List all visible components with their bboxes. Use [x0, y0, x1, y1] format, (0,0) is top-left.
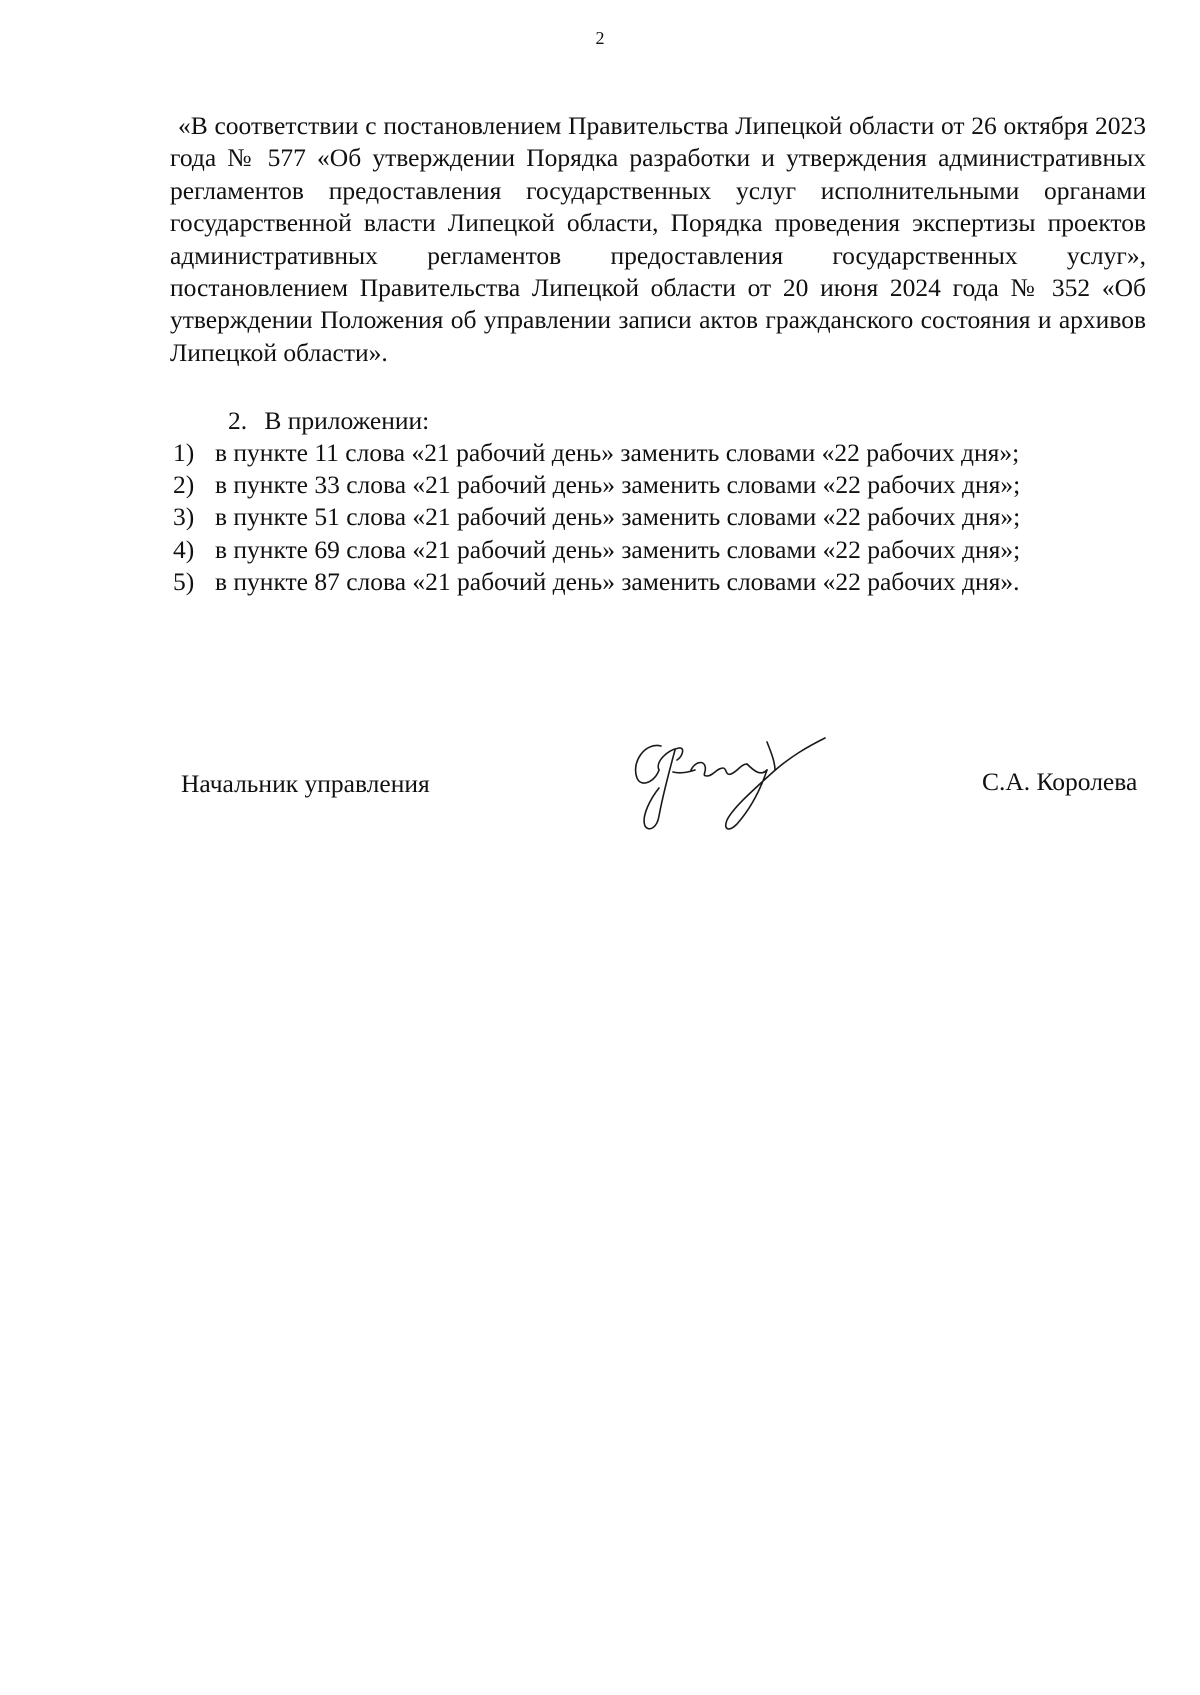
list-item-number: 2)	[173, 470, 195, 500]
list-item-number: 5)	[173, 566, 195, 596]
list-item-text: в пункте 51 слова «21 рабочий день» заменить словами «22 рабочих дня»;	[215, 502, 1021, 532]
list-item-number: 4)	[173, 534, 195, 564]
list-item-text: в пункте 69 слова «21 рабочий день» заменить словами «22 рабочих дня»;	[215, 534, 1021, 564]
amendments-list	[173, 437, 1020, 598]
list-item-number: 3)	[173, 502, 195, 532]
signatory-name: С.А. Королева	[982, 767, 1138, 796]
list-item	[173, 534, 1020, 566]
list-item	[173, 437, 1020, 469]
handwritten-signature	[625, 732, 845, 842]
signatory-position: Начальник управления	[181, 769, 430, 798]
list-item	[173, 469, 1020, 501]
section-title: В приложении:	[264, 406, 430, 435]
list-item	[173, 501, 1020, 533]
list-item-text: в пункте 33 слова «21 рабочий день» заменить словами «22 рабочих дня»;	[215, 470, 1021, 500]
section-heading	[228, 405, 429, 437]
list-item-text: в пункте 11 слова «21 рабочий день» заменить словами «22 рабочих дня»;	[215, 438, 1020, 467]
preamble-paragraph: «В соответствии с постановлением Правительства Липецкой области от 26 октября 2023 года № 577 «Об утверждении Порядка разработки и утверждения административных регламентов предоставления государственных услуг исполнительными органами государственной власти Липецкой области, Порядка проведения экспертизы проектов административных регламентов предоставления государственных услуг», постановлением Правительства Липецкой области от 20 июня 2024 года № 352 «Об утверждении Положения об управлении записи актов гражданского состояния и архивов Липецкой области».	[170, 111, 1146, 367]
list-item-number: 1)	[173, 438, 195, 467]
page-number: 2	[595, 28, 605, 48]
section-number: 2.	[228, 406, 248, 435]
list-item-text: в пункте 87 слова «21 рабочий день» заменить словами «22 рабочих дня».	[215, 566, 1020, 596]
list-item	[173, 566, 1020, 598]
